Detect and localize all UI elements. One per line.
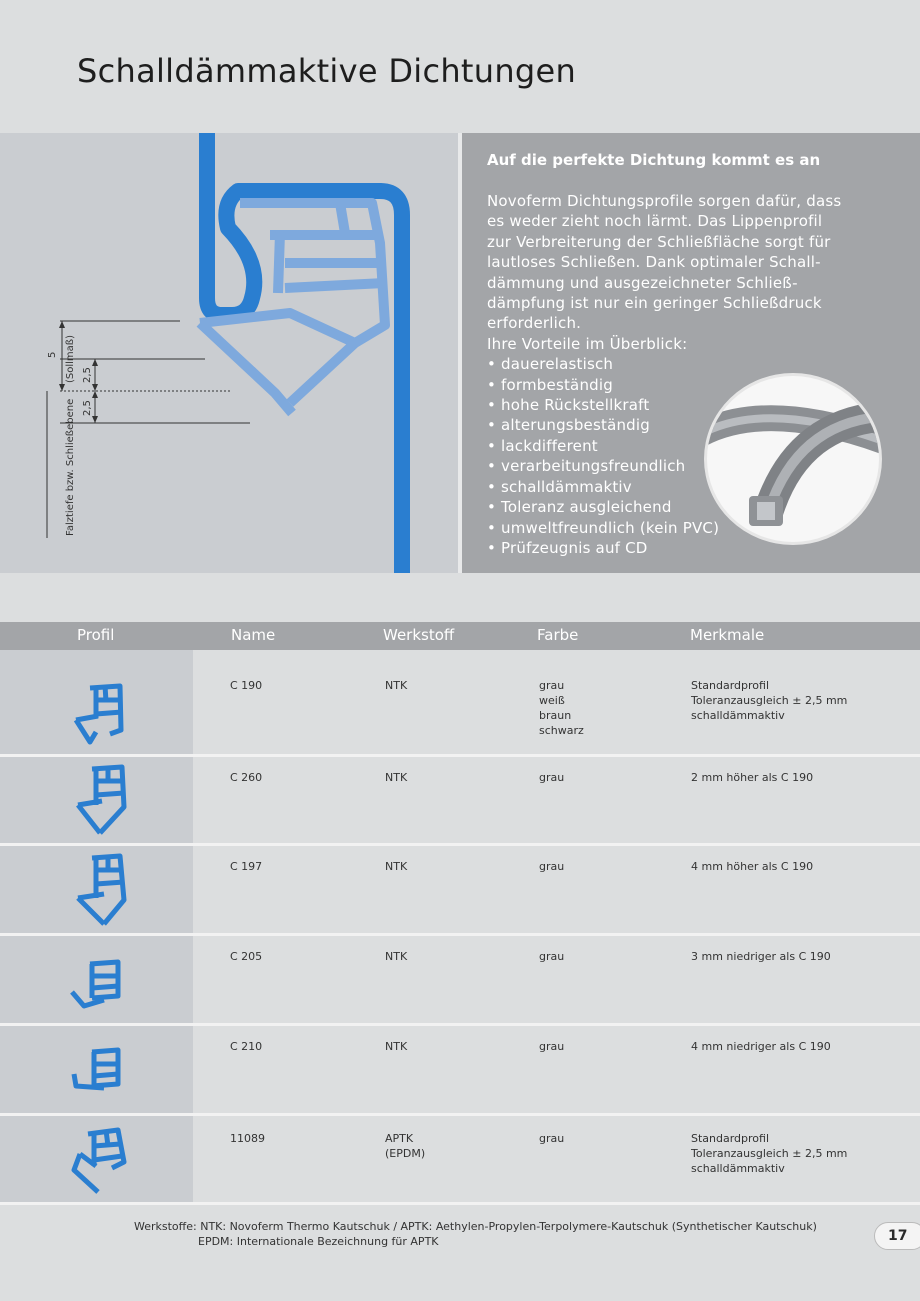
benefit-item: • Prüfzeugnis auf CD <box>487 538 847 558</box>
farbe-line: grau <box>539 679 565 692</box>
werkstoff-line: NTK <box>385 771 408 784</box>
merkmal-line: 4 mm höher als C 190 <box>691 860 814 873</box>
table-row <box>0 936 920 1023</box>
cell-farbe <box>539 1131 564 1146</box>
farbe-line: weiß <box>539 694 565 707</box>
cell-farbe <box>539 1039 564 1054</box>
cell-werkstoff <box>385 1131 425 1161</box>
spacer-strip <box>0 576 920 622</box>
profile-cell <box>0 650 193 754</box>
merkmal-line: 3 mm niedriger als C 190 <box>691 950 831 963</box>
farbe-line: schwarz <box>539 724 584 737</box>
profile-cell <box>0 846 193 933</box>
farbe-line: braun <box>539 709 572 722</box>
merkmal-line: schalldämmaktiv <box>691 709 785 722</box>
cell-werkstoff <box>385 949 407 964</box>
cell-name: 11089 <box>230 1132 265 1145</box>
header-farbe: Farbe <box>537 626 579 644</box>
paragraph-line: es weder zieht noch lärmt. Das Lippenprofil <box>487 212 823 231</box>
cell-werkstoff <box>385 859 407 874</box>
header-merkmale: Merkmale <box>690 626 765 644</box>
profile-cell <box>0 1026 193 1113</box>
benefit-item: • hohe Rückstellkraft <box>487 395 847 415</box>
dim-upper-label: 2,5 <box>82 367 93 383</box>
seal-photo-illustration <box>707 376 882 545</box>
hero-text-panel <box>462 133 920 573</box>
farbe-line: grau <box>539 1040 565 1053</box>
merkmal-line: 4 mm niedriger als C 190 <box>691 1040 831 1053</box>
seal-cross-section-diagram <box>0 133 458 573</box>
header-name: Name <box>231 626 276 644</box>
farbe-line: grau <box>539 1132 565 1145</box>
cell-merkmale <box>691 949 831 964</box>
table-header <box>0 622 920 650</box>
werkstoff-line: (EPDM) <box>385 1147 426 1160</box>
cell-name: C 210 <box>230 1040 263 1053</box>
farbe-line: grau <box>539 860 565 873</box>
werkstoff-line: APTK <box>385 1132 414 1145</box>
page-number: 17 <box>874 1222 920 1250</box>
table-row <box>0 846 920 933</box>
profile-cell <box>0 1116 193 1202</box>
cell-merkmale <box>691 770 813 785</box>
werkstoff-line: NTK <box>385 860 408 873</box>
cell-werkstoff <box>385 770 407 785</box>
werkstoff-line: NTK <box>385 1040 408 1053</box>
dim-5-label: 5 <box>47 351 58 358</box>
merkmal-line: schalldämmaktiv <box>691 1162 785 1175</box>
merkmal-line: Toleranzausgleich ± 2,5 mm <box>691 1147 848 1160</box>
paragraph-line: erforderlich. <box>487 314 582 333</box>
profile-c197-icon <box>0 846 193 933</box>
header-werkstoff: Werkstoff <box>383 626 455 644</box>
benefit-item: • formbeständig <box>487 375 847 395</box>
benefit-item: • Toleranz ausgleichend <box>487 497 847 517</box>
benefit-item: • umweltfreundlich (kein PVC) <box>487 518 847 538</box>
profile-c210-icon <box>0 1026 193 1113</box>
profile-cell <box>0 936 193 1023</box>
cell-werkstoff <box>385 1039 407 1054</box>
profile-c190-icon <box>0 650 193 754</box>
werkstoff-line: NTK <box>385 679 408 692</box>
paragraph-line: dämmung und ausgezeichneter Schließ- <box>487 273 798 292</box>
cell-merkmale <box>691 1039 831 1054</box>
farbe-line: grau <box>539 950 565 963</box>
cell-name: C 190 <box>230 679 263 692</box>
profile-c260-icon <box>0 757 193 843</box>
merkmal-line: 2 mm höher als C 190 <box>691 771 814 784</box>
paragraph-line: dämpfung ist nur ein geringer Schließdruck <box>487 294 822 313</box>
benefit-item: • lackdifferent <box>487 436 847 456</box>
table-row <box>0 1026 920 1113</box>
cell-name: C 205 <box>230 950 263 963</box>
cell-name: C 197 <box>230 860 263 873</box>
cell-farbe <box>539 678 584 738</box>
cell-merkmale <box>691 1131 847 1176</box>
merkmal-line: Standardprofil <box>691 1132 770 1145</box>
footnote-line-1: Werkstoffe: NTK: Novoferm Thermo Kautschuk / APTK: Aethylen-Propylen-Terpolymere-Kautschuk (Synthetischer Kautschuk) <box>134 1220 817 1233</box>
footnote-line-2: EPDM: Internationale Bezeichnung für APTK <box>198 1235 439 1248</box>
dimension-lines <box>47 321 250 538</box>
footnote <box>134 1219 817 1249</box>
falztiefe-label: Falztiefe bzw. Schließebene <box>65 398 76 536</box>
benefit-item: • dauerelastisch <box>487 354 847 374</box>
seal-diagram-panel <box>0 133 458 573</box>
farbe-line: grau <box>539 771 565 784</box>
profile-cell <box>0 757 193 843</box>
cell-werkstoff <box>385 678 407 693</box>
dim-lower-label: 2,5 <box>82 400 93 416</box>
paragraph-line: Ihre Vorteile im Überblick: <box>487 334 688 353</box>
table-row <box>0 757 920 843</box>
table-row <box>0 650 920 754</box>
row-divider <box>0 1202 920 1205</box>
paragraph-line: zur Verbreiterung der Schließfläche sorgt für <box>487 232 831 251</box>
merkmal-line: Toleranzausgleich ± 2,5 mm <box>691 694 848 707</box>
seal-product-photo <box>704 373 882 545</box>
page-title: Schalldämmaktive Dichtungen <box>77 52 577 90</box>
dim-sollmass-label: (Sollmaß) <box>65 335 76 383</box>
table-row <box>0 1116 920 1202</box>
benefit-item: • schalldämmaktiv <box>487 477 847 497</box>
cell-farbe <box>539 949 564 964</box>
cell-farbe <box>539 859 564 874</box>
hero-section <box>0 133 920 573</box>
benefit-item: • verarbeitungsfreundlich <box>487 456 847 476</box>
cell-name: C 260 <box>230 771 263 784</box>
cell-merkmale <box>691 678 847 723</box>
werkstoff-line: NTK <box>385 950 408 963</box>
header-profil: Profil <box>77 626 115 644</box>
hero-heading: Auf die perfekte Dichtung kommt es an <box>487 151 821 169</box>
cell-farbe <box>539 770 564 785</box>
merkmal-line: Standardprofil <box>691 679 770 692</box>
paragraph-line: Novoferm Dichtungsprofile sorgen dafür, dass <box>487 192 842 210</box>
profile-11089-icon <box>0 1116 193 1202</box>
benefit-item: • alterungsbeständig <box>487 415 847 435</box>
cell-merkmale <box>691 859 813 874</box>
profile-c205-icon <box>0 936 193 1023</box>
hero-paragraph <box>487 191 847 354</box>
paragraph-line: lautloses Schließen. Dank optimaler Schall- <box>487 253 821 272</box>
